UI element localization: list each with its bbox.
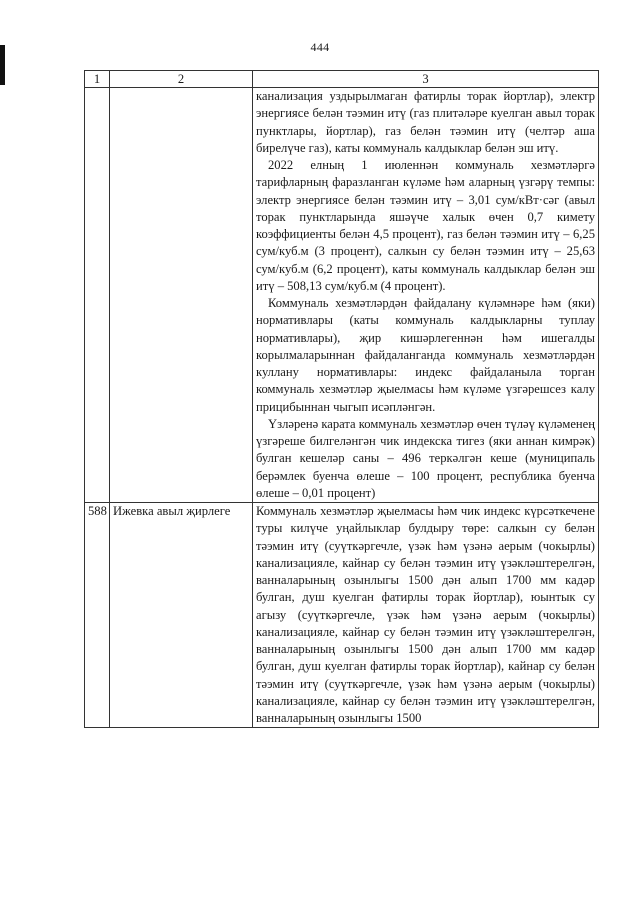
description-paragraph: 2022 елның 1 июленнән коммуналь хезмәтләргә тарифларның фаразланган күләме һәм аларның үзгәрү темпы: электр энергиясе белән тәэмин итү – 3,01 сум/кВт·сәг (авыл торак пунктларында яшәүче халык өчен 0,7 кимету коэффициенты белән 4,5 процент), газ белән тәэмин итү – 6,25 сум/куб.м (3 процент), салкын су белән тәэмин итү – 25,63 сум/куб.м (6,2 процент), каты коммуналь калдыклар белән эш итү – 508,13 сум/куб.м (4 процент). (256, 158, 595, 293)
page-number: 444 (310, 40, 330, 54)
document-table (84, 70, 599, 728)
column-header: 1 (85, 71, 110, 88)
settlement-name (110, 88, 253, 503)
table-row (85, 503, 599, 728)
column-header: 3 (253, 71, 599, 88)
column-header: 2 (110, 71, 253, 88)
table-header-row (85, 71, 599, 88)
settlement-name: Ижевка авыл җирлеге (110, 503, 253, 728)
description-paragraph: Коммуналь хезмәтләр җыелмасы һәм чик индекс күрсәткечене туры килүче уңайлыклар булдыру төре: салкын су белән тәэмин итү (суүткәргечле, үзәк һәм үзәнә аерым (чокырлы) канализацияле, кайнар су белән тәэмин итү үзәкләштерелгән, ванналарының озынлыгы 1500 дән алып 1700 мм кадәр булган, душ куелган фатирлы торак йортлар), юынтык су агызу (суүткәргечле, үзәк һәм үзәнә аерым (чокырлы) канализацияле, кайнар су белән тәэмин итү үзәкләштерелгән, ванналарының озынлыгы 1500 дән алып 1700 мм кадәр булган, душ куелган фатирлы торак йортлар), кайнар су белән тәэмин итү (суүткәргечле, үзәк һәм үзәнә аерым (чокырлы) канализацияле, кайнар су белән тәэмин итү үзәкләштерелгән, ванналарының озынлыгы 1500 (256, 504, 595, 725)
description-paragraph: Үзләренә карата коммуналь хезмәтләр өчен түләү күләменең үзгәреше билгеләнгән чик индекска тигез (яки аннан кимрәк) булган кешеләр саны – 496 теркәлгән кеше (муниципаль берәмлек буенча өлеше – 100 процент, республика буенча өлеше – 0,01 процент) (256, 416, 595, 500)
table-row (85, 88, 599, 503)
description-paragraph: канализация уздырылмаган фатирлы торак йортлар), электр энергиясе белән тәэмин итү (газ плитәләре куелган авыл торак пунктлары, йортлар), газ белән тәэмин итү (челтәр аша бирелүче газ), каты коммуналь калдыклар белән эш итү. (256, 89, 595, 155)
description-cell (253, 503, 599, 728)
description-cell (253, 88, 599, 503)
row-number: 588 (85, 503, 110, 728)
row-number (85, 88, 110, 503)
description-paragraph: Коммуналь хезмәтләрдән файдалану күләмнәре һәм (яки) нормативлары (каты коммуналь калдыкларны туплау нормативлары), җир кишәрлегеннән һәм ишегалды корылмаларыннан файдаланганда коммуналь хезмәтләрдән куллану нормативлары: индекс файдаланыла торган коммуналь хезмәтләр җыелмасы һәм күләме үзгәрешсез калу прицибыннан чыгып исәпләнгән. (256, 296, 595, 414)
